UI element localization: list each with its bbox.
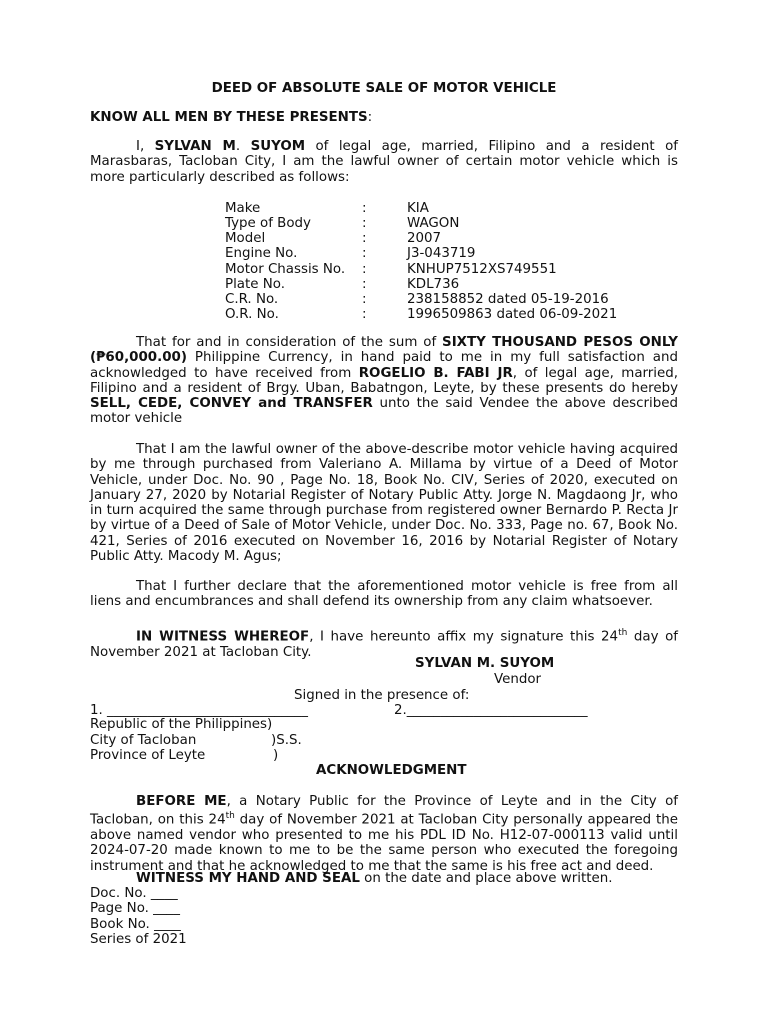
witness-line-2: 2.___________________________ [394,703,588,718]
vendor-signature-name: SYLVAN M. SUYOM [415,656,555,671]
declaration-paragraph [90,579,678,610]
declaration-text: That I further declare that the aforementioned motor vehicle is free from all liens and encumbrances and shall defend its ownership from any claim whatsoever. [90,579,678,610]
consideration-text-4: unto the said Vendee the above described motor vehicle [90,396,678,427]
acknowledgment-paragraph [90,794,678,874]
spec-colon: : [362,246,367,261]
witness-heading: IN WITNESS WHEREOF [136,629,310,645]
spec-colon: : [362,307,367,322]
signed-presence: Signed in the presence of: [294,688,470,703]
amount-words: SIXTY THOUSAND PESOS ONLY [442,335,678,350]
spec-value: J3-043719 [407,246,476,261]
spec-value: WAGON [407,216,460,231]
venue-province: Province of Leyte [90,748,206,763]
seal-line [136,871,612,886]
ownership-paragraph [90,442,678,564]
buyer-name: ROGELIO B. FABI JR [358,365,513,381]
spec-value: KIA [407,201,429,216]
venue-city: City of Tacloban [90,733,197,748]
document-title: DEED OF ABSOLUTE SALE OF MOTOR VEHICLE [211,81,557,96]
spec-label: O.R. No. [225,307,279,322]
consideration-text-2: Philippine Currency, in hand paid to me in my full satisfaction and acknowledged to have received from [90,350,678,381]
spec-label: Plate No. [225,277,285,292]
spec-label: Motor Chassis No. [225,262,346,277]
notary-page-no: Page No. ____ [90,901,180,916]
know-all-colon: : [367,110,373,125]
spec-label: C.R. No. [225,292,279,307]
spec-colon: : [362,292,367,307]
spec-label: Type of Body [225,216,311,231]
witness-line-1: 1. ______________________________ [90,703,308,718]
witness-sup: th [618,628,628,638]
venue-republic: Republic of the Philippines) [90,717,273,732]
witness-text-2: day of November 2021 at Tacloban City. [90,629,678,660]
vendor-name-first: SYLVAN M [154,139,236,154]
venue-paren: ) [273,748,279,763]
seal-text: on the date and place above written. [359,871,613,886]
ownership-text: That I am the lawful owner of the above-describe motor vehicle having acquired by me through purchased from Valeriano A. Millama by virtue of a Deed of Motor Vehicle, under Doc. No. 90 , Page No. 18, Book No. CIV, Series of 2020, executed on January 27, 2020 by Notarial Register of Notary Public Atty. Jorge N. Magdaong Jr, who in turn acquired the same through purchase from registered owner Bernardo P. Recta Jr by virtue of a Deed of Sale of Motor Vehicle, under Doc. No. 333, Page no. 67, Book No. 421, Series of 2016 executed on November 16, 2016 by Notarial Register of Notary Public Atty. Macody M. Agus; [90,442,678,565]
spec-label: Model [225,231,266,246]
notary-doc-no: Doc. No. ____ [90,886,178,901]
ack-text-2: day of November 2021 at Tacloban City personally appeared the above named vendor who presented to me his PDL ID No. H12-07-000113 valid until 2024-07-20 made known to me to be the same person who executed the foregoing instrument and that he acknowledged to me that the same is his free act and deed. [90,812,678,874]
vendor-role: Vendor [494,672,542,687]
spec-value: KNHUP7512XS749551 [407,262,557,277]
spec-value: KDL736 [407,277,460,292]
notary-book-no: Book No. ____ [90,917,181,932]
intro-rest: of legal age, married, Filipino and a resident of Marasbaras, Tacloban City, I am the lawful owner of certain motor vehicle which is more particularly described as follows: [90,139,678,185]
spec-value: 238158852 dated 05-19-2016 [407,292,609,307]
ack-sup: th [225,811,235,822]
know-all-text: KNOW ALL MEN BY THESE PRESENTS [90,110,368,125]
know-all-heading [90,110,372,125]
notary-series: Series of 2021 [90,932,187,947]
consideration-text-1: That for and in consideration of the sum of [136,335,443,350]
intro-paragraph [90,139,678,185]
spec-label: Engine No. [225,246,298,261]
spec-colon: : [362,262,367,277]
spec-colon: : [362,231,367,246]
witness-text-1: , I have hereunto affix my signature this 24 [309,629,619,645]
venue-ss: )S.S. [271,733,302,748]
vendor-name-last: SUYOM [250,139,306,154]
ack-heading: BEFORE ME [136,794,227,809]
consideration-text-3: , of legal age, married, Filipino and a resident of Brgy. Uban, Babatngon, Leyte, by these presents do hereby [90,365,679,396]
ack-text-1: , a Notary Public for the Province of Leyte and in the City of Tacloban, on this 24 [90,794,678,828]
consideration-paragraph [90,335,678,427]
spec-colon: : [362,201,367,216]
spec-label: Make [225,201,261,216]
spec-value: 1996509863 dated 06-09-2021 [407,307,618,322]
amount-number: (₱60,000.00) [90,350,187,366]
spec-value: 2007 [407,231,442,246]
intro-pre: I, [136,139,155,154]
spec-colon: : [362,277,367,292]
transfer-clause: SELL, CEDE, CONVEY and TRANSFER [90,396,373,412]
spec-colon: : [362,216,367,231]
acknowledgment-title: ACKNOWLEDGMENT [316,763,467,778]
seal-heading: WITNESS MY HAND AND SEAL [136,871,360,886]
witness-paragraph [90,626,678,660]
intro-name-dot: . [235,139,251,154]
